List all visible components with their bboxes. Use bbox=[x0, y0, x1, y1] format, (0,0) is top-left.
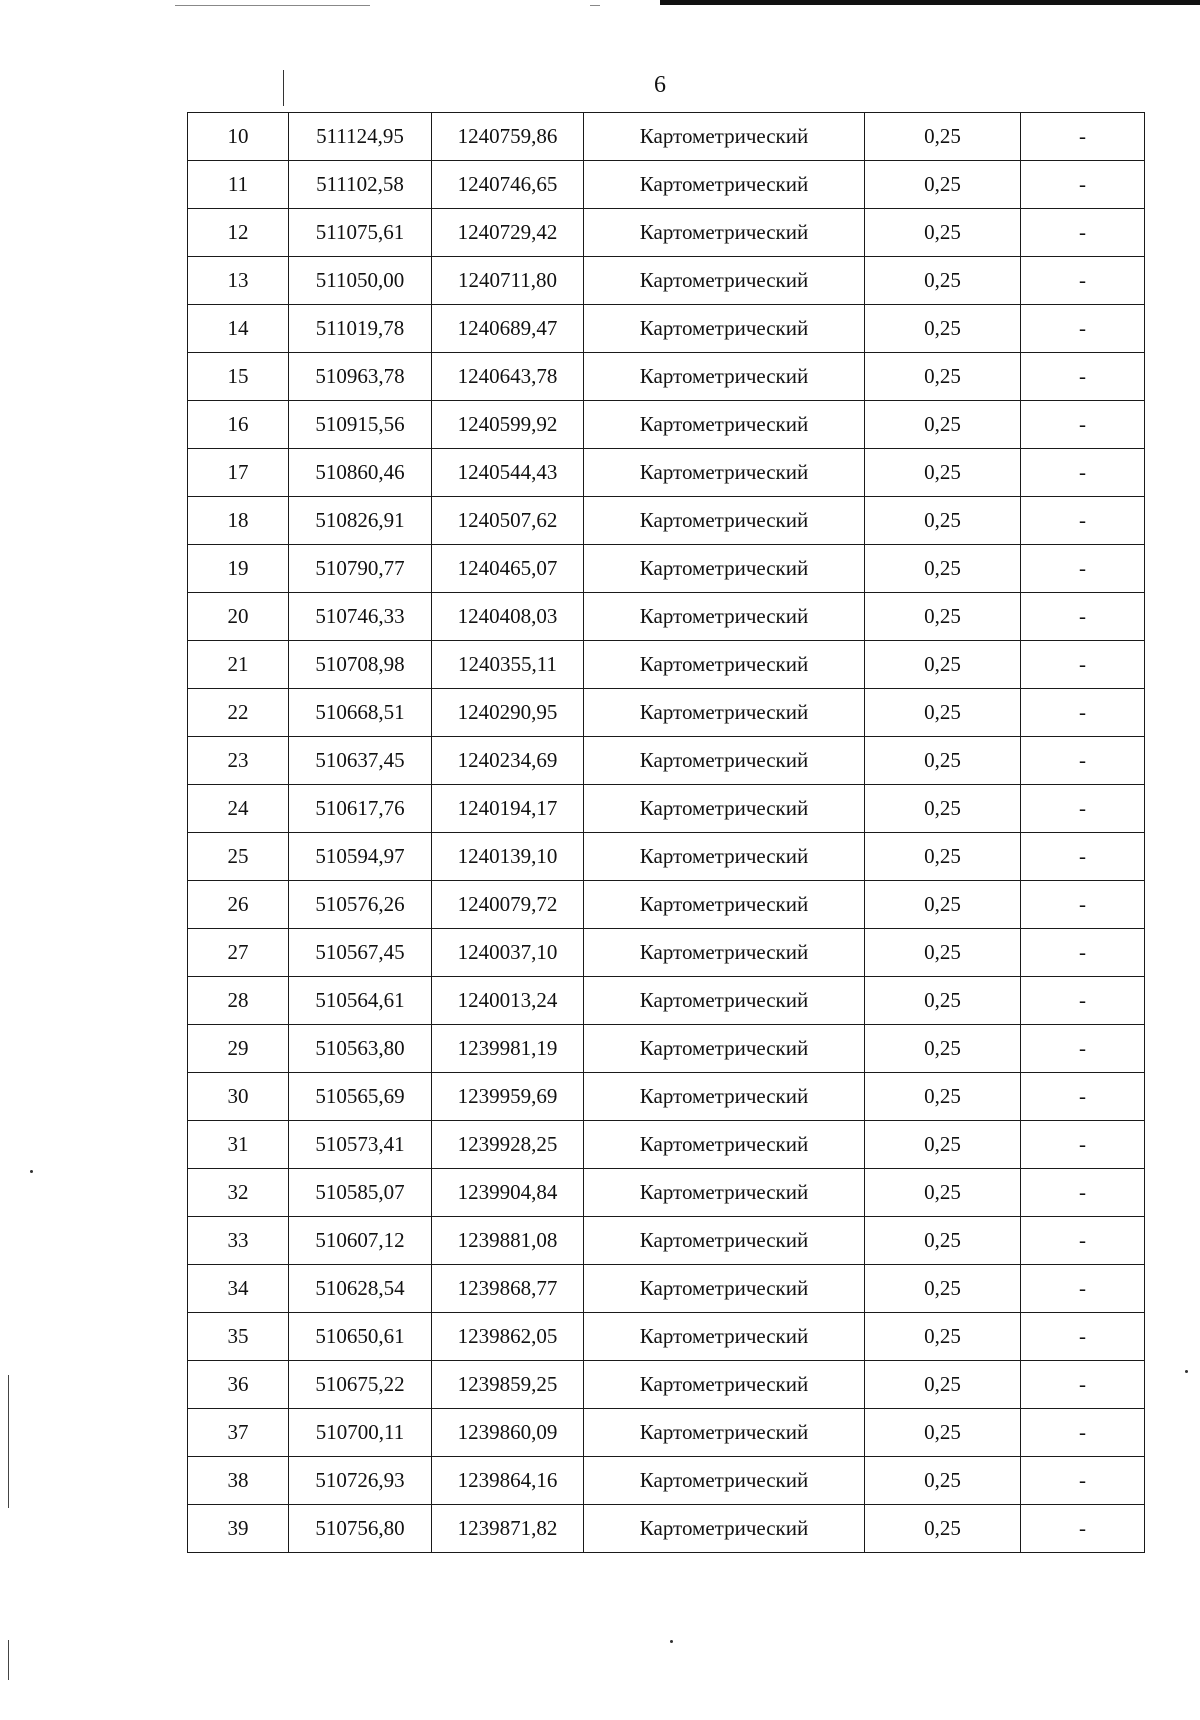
accuracy-cell: 0,25 bbox=[865, 545, 1021, 593]
table-row bbox=[188, 449, 1145, 497]
accuracy-cell: 0,25 bbox=[865, 1457, 1021, 1505]
point-number-cell: 15 bbox=[188, 353, 289, 401]
x-coordinate-cell: 510756,80 bbox=[289, 1505, 432, 1553]
accuracy-cell: 0,25 bbox=[865, 1409, 1021, 1457]
point-number-cell: 35 bbox=[188, 1313, 289, 1361]
accuracy-cell: 0,25 bbox=[865, 785, 1021, 833]
point-number-cell: 22 bbox=[188, 689, 289, 737]
accuracy-cell: 0,25 bbox=[865, 1505, 1021, 1553]
x-coordinate-cell: 510573,41 bbox=[289, 1121, 432, 1169]
table-row bbox=[188, 545, 1145, 593]
note-cell: - bbox=[1021, 497, 1145, 545]
y-coordinate-cell: 1240139,10 bbox=[432, 833, 584, 881]
x-coordinate-cell: 510576,26 bbox=[289, 881, 432, 929]
y-coordinate-cell: 1239881,08 bbox=[432, 1217, 584, 1265]
method-cell: Картометрический bbox=[584, 1409, 865, 1457]
point-number-cell: 37 bbox=[188, 1409, 289, 1457]
y-coordinate-cell: 1240079,72 bbox=[432, 881, 584, 929]
accuracy-cell: 0,25 bbox=[865, 113, 1021, 161]
note-cell: - bbox=[1021, 401, 1145, 449]
accuracy-cell: 0,25 bbox=[865, 593, 1021, 641]
table-row bbox=[188, 1121, 1145, 1169]
point-number-cell: 26 bbox=[188, 881, 289, 929]
method-cell: Картометрический bbox=[584, 401, 865, 449]
x-coordinate-cell: 511075,61 bbox=[289, 209, 432, 257]
point-number-cell: 31 bbox=[188, 1121, 289, 1169]
table-row bbox=[188, 305, 1145, 353]
y-coordinate-cell: 1240355,11 bbox=[432, 641, 584, 689]
point-number-cell: 29 bbox=[188, 1025, 289, 1073]
x-coordinate-cell: 510700,11 bbox=[289, 1409, 432, 1457]
y-coordinate-cell: 1239862,05 bbox=[432, 1313, 584, 1361]
y-coordinate-cell: 1239864,16 bbox=[432, 1457, 584, 1505]
x-coordinate-cell: 510628,54 bbox=[289, 1265, 432, 1313]
method-cell: Картометрический bbox=[584, 1073, 865, 1121]
y-coordinate-cell: 1239868,77 bbox=[432, 1265, 584, 1313]
table-row bbox=[188, 1169, 1145, 1217]
note-cell: - bbox=[1021, 257, 1145, 305]
x-coordinate-cell: 510746,33 bbox=[289, 593, 432, 641]
method-cell: Картометрический bbox=[584, 1457, 865, 1505]
note-cell: - bbox=[1021, 1265, 1145, 1313]
note-cell: - bbox=[1021, 1217, 1145, 1265]
y-coordinate-cell: 1240729,42 bbox=[432, 209, 584, 257]
table-row bbox=[188, 1313, 1145, 1361]
point-number-cell: 14 bbox=[188, 305, 289, 353]
x-coordinate-cell: 510565,69 bbox=[289, 1073, 432, 1121]
accuracy-cell: 0,25 bbox=[865, 881, 1021, 929]
y-coordinate-cell: 1239959,69 bbox=[432, 1073, 584, 1121]
note-cell: - bbox=[1021, 209, 1145, 257]
accuracy-cell: 0,25 bbox=[865, 1217, 1021, 1265]
table-row bbox=[188, 1217, 1145, 1265]
x-coordinate-cell: 510668,51 bbox=[289, 689, 432, 737]
method-cell: Картометрический bbox=[584, 977, 865, 1025]
point-number-cell: 34 bbox=[188, 1265, 289, 1313]
method-cell: Картометрический bbox=[584, 833, 865, 881]
x-coordinate-cell: 510826,91 bbox=[289, 497, 432, 545]
accuracy-cell: 0,25 bbox=[865, 929, 1021, 977]
y-coordinate-cell: 1240234,69 bbox=[432, 737, 584, 785]
point-number-cell: 25 bbox=[188, 833, 289, 881]
accuracy-cell: 0,25 bbox=[865, 161, 1021, 209]
x-coordinate-cell: 510585,07 bbox=[289, 1169, 432, 1217]
accuracy-cell: 0,25 bbox=[865, 353, 1021, 401]
point-number-cell: 23 bbox=[188, 737, 289, 785]
page-number: 6 bbox=[654, 72, 666, 98]
table-row bbox=[188, 1361, 1145, 1409]
x-coordinate-cell: 511050,00 bbox=[289, 257, 432, 305]
method-cell: Картометрический bbox=[584, 161, 865, 209]
note-cell: - bbox=[1021, 113, 1145, 161]
y-coordinate-cell: 1240643,78 bbox=[432, 353, 584, 401]
accuracy-cell: 0,25 bbox=[865, 1313, 1021, 1361]
method-cell: Картометрический bbox=[584, 1361, 865, 1409]
note-cell: - bbox=[1021, 161, 1145, 209]
x-coordinate-cell: 510563,80 bbox=[289, 1025, 432, 1073]
y-coordinate-cell: 1239860,09 bbox=[432, 1409, 584, 1457]
method-cell: Картометрический bbox=[584, 689, 865, 737]
x-coordinate-cell: 511102,58 bbox=[289, 161, 432, 209]
point-number-cell: 10 bbox=[188, 113, 289, 161]
x-coordinate-cell: 510860,46 bbox=[289, 449, 432, 497]
point-number-cell: 38 bbox=[188, 1457, 289, 1505]
method-cell: Картометрический bbox=[584, 737, 865, 785]
y-coordinate-cell: 1240037,10 bbox=[432, 929, 584, 977]
point-number-cell: 39 bbox=[188, 1505, 289, 1553]
coordinates-table-body bbox=[188, 113, 1145, 1553]
note-cell: - bbox=[1021, 1313, 1145, 1361]
method-cell: Картометрический bbox=[584, 497, 865, 545]
accuracy-cell: 0,25 bbox=[865, 1025, 1021, 1073]
y-coordinate-cell: 1240013,24 bbox=[432, 977, 584, 1025]
accuracy-cell: 0,25 bbox=[865, 305, 1021, 353]
x-coordinate-cell: 510650,61 bbox=[289, 1313, 432, 1361]
note-cell: - bbox=[1021, 1409, 1145, 1457]
y-coordinate-cell: 1239928,25 bbox=[432, 1121, 584, 1169]
x-coordinate-cell: 510963,78 bbox=[289, 353, 432, 401]
note-cell: - bbox=[1021, 689, 1145, 737]
accuracy-cell: 0,25 bbox=[865, 449, 1021, 497]
y-coordinate-cell: 1240599,92 bbox=[432, 401, 584, 449]
note-cell: - bbox=[1021, 593, 1145, 641]
x-coordinate-cell: 510675,22 bbox=[289, 1361, 432, 1409]
method-cell: Картометрический bbox=[584, 209, 865, 257]
header-rule-right bbox=[660, 0, 1200, 5]
table-row bbox=[188, 1457, 1145, 1505]
scan-margin-mark bbox=[8, 1640, 9, 1680]
x-coordinate-cell: 510915,56 bbox=[289, 401, 432, 449]
x-coordinate-cell: 510594,97 bbox=[289, 833, 432, 881]
note-cell: - bbox=[1021, 785, 1145, 833]
note-cell: - bbox=[1021, 1361, 1145, 1409]
accuracy-cell: 0,25 bbox=[865, 1361, 1021, 1409]
accuracy-cell: 0,25 bbox=[865, 977, 1021, 1025]
x-coordinate-cell: 510617,76 bbox=[289, 785, 432, 833]
note-cell: - bbox=[1021, 1505, 1145, 1553]
note-cell: - bbox=[1021, 1457, 1145, 1505]
table-row bbox=[188, 785, 1145, 833]
header-rule-mid bbox=[590, 5, 600, 6]
x-coordinate-cell: 510607,12 bbox=[289, 1217, 432, 1265]
note-cell: - bbox=[1021, 929, 1145, 977]
method-cell: Картометрический bbox=[584, 881, 865, 929]
y-coordinate-cell: 1240544,43 bbox=[432, 449, 584, 497]
x-coordinate-cell: 510567,45 bbox=[289, 929, 432, 977]
table-row bbox=[188, 353, 1145, 401]
scan-margin-mark bbox=[8, 1420, 9, 1508]
point-number-cell: 24 bbox=[188, 785, 289, 833]
x-coordinate-cell: 510708,98 bbox=[289, 641, 432, 689]
note-cell: - bbox=[1021, 545, 1145, 593]
point-number-cell: 36 bbox=[188, 1361, 289, 1409]
note-cell: - bbox=[1021, 977, 1145, 1025]
method-cell: Картометрический bbox=[584, 929, 865, 977]
table-row bbox=[188, 1505, 1145, 1553]
table-row bbox=[188, 1265, 1145, 1313]
note-cell: - bbox=[1021, 1025, 1145, 1073]
accuracy-cell: 0,25 bbox=[865, 1265, 1021, 1313]
table-row bbox=[188, 1409, 1145, 1457]
method-cell: Картометрический bbox=[584, 1265, 865, 1313]
table-row bbox=[188, 737, 1145, 785]
y-coordinate-cell: 1240465,07 bbox=[432, 545, 584, 593]
table-row bbox=[188, 833, 1145, 881]
x-coordinate-cell: 510726,93 bbox=[289, 1457, 432, 1505]
table-row bbox=[188, 641, 1145, 689]
table-row bbox=[188, 497, 1145, 545]
table-row bbox=[188, 929, 1145, 977]
method-cell: Картометрический bbox=[584, 641, 865, 689]
method-cell: Картометрический bbox=[584, 1121, 865, 1169]
x-coordinate-cell: 511124,95 bbox=[289, 113, 432, 161]
accuracy-cell: 0,25 bbox=[865, 401, 1021, 449]
scan-speck bbox=[670, 1640, 673, 1643]
point-number-cell: 21 bbox=[188, 641, 289, 689]
table-row bbox=[188, 113, 1145, 161]
method-cell: Картометрический bbox=[584, 545, 865, 593]
y-coordinate-cell: 1239859,25 bbox=[432, 1361, 584, 1409]
method-cell: Картометрический bbox=[584, 449, 865, 497]
table-row bbox=[188, 881, 1145, 929]
y-coordinate-cell: 1240290,95 bbox=[432, 689, 584, 737]
table-row bbox=[188, 401, 1145, 449]
y-coordinate-cell: 1240746,65 bbox=[432, 161, 584, 209]
y-coordinate-cell: 1239904,84 bbox=[432, 1169, 584, 1217]
y-coordinate-cell: 1239981,19 bbox=[432, 1025, 584, 1073]
accuracy-cell: 0,25 bbox=[865, 1121, 1021, 1169]
method-cell: Картометрический bbox=[584, 353, 865, 401]
y-coordinate-cell: 1240711,80 bbox=[432, 257, 584, 305]
method-cell: Картометрический bbox=[584, 593, 865, 641]
accuracy-cell: 0,25 bbox=[865, 833, 1021, 881]
note-cell: - bbox=[1021, 833, 1145, 881]
point-number-cell: 18 bbox=[188, 497, 289, 545]
table-row bbox=[188, 977, 1145, 1025]
x-coordinate-cell: 511019,78 bbox=[289, 305, 432, 353]
accuracy-cell: 0,25 bbox=[865, 1169, 1021, 1217]
method-cell: Картометрический bbox=[584, 1169, 865, 1217]
method-cell: Картометрический bbox=[584, 1313, 865, 1361]
y-coordinate-cell: 1240507,62 bbox=[432, 497, 584, 545]
point-number-cell: 32 bbox=[188, 1169, 289, 1217]
table-row bbox=[188, 593, 1145, 641]
note-cell: - bbox=[1021, 305, 1145, 353]
y-coordinate-cell: 1239871,82 bbox=[432, 1505, 584, 1553]
coordinates-table bbox=[187, 112, 1145, 1553]
point-number-cell: 17 bbox=[188, 449, 289, 497]
scan-speck bbox=[30, 1170, 33, 1173]
table-row bbox=[188, 1073, 1145, 1121]
point-number-cell: 27 bbox=[188, 929, 289, 977]
method-cell: Картометрический bbox=[584, 1025, 865, 1073]
table-row bbox=[188, 209, 1145, 257]
accuracy-cell: 0,25 bbox=[865, 737, 1021, 785]
method-cell: Картометрический bbox=[584, 257, 865, 305]
note-cell: - bbox=[1021, 737, 1145, 785]
note-cell: - bbox=[1021, 449, 1145, 497]
point-number-cell: 20 bbox=[188, 593, 289, 641]
table-row bbox=[188, 257, 1145, 305]
point-number-cell: 33 bbox=[188, 1217, 289, 1265]
method-cell: Картометрический bbox=[584, 785, 865, 833]
point-number-cell: 11 bbox=[188, 161, 289, 209]
method-cell: Картометрический bbox=[584, 1217, 865, 1265]
accuracy-cell: 0,25 bbox=[865, 641, 1021, 689]
note-cell: - bbox=[1021, 1121, 1145, 1169]
y-coordinate-cell: 1240194,17 bbox=[432, 785, 584, 833]
accuracy-cell: 0,25 bbox=[865, 497, 1021, 545]
point-number-cell: 28 bbox=[188, 977, 289, 1025]
x-coordinate-cell: 510790,77 bbox=[289, 545, 432, 593]
table-row bbox=[188, 161, 1145, 209]
point-number-cell: 19 bbox=[188, 545, 289, 593]
accuracy-cell: 0,25 bbox=[865, 689, 1021, 737]
accuracy-cell: 0,25 bbox=[865, 1073, 1021, 1121]
y-coordinate-cell: 1240759,86 bbox=[432, 113, 584, 161]
scan-speck bbox=[1185, 1370, 1188, 1373]
point-number-cell: 16 bbox=[188, 401, 289, 449]
note-cell: - bbox=[1021, 641, 1145, 689]
note-cell: - bbox=[1021, 353, 1145, 401]
y-coordinate-cell: 1240408,03 bbox=[432, 593, 584, 641]
table-row bbox=[188, 1025, 1145, 1073]
note-cell: - bbox=[1021, 1073, 1145, 1121]
accuracy-cell: 0,25 bbox=[865, 257, 1021, 305]
method-cell: Картометрический bbox=[584, 113, 865, 161]
header-rule-left bbox=[175, 5, 370, 6]
point-number-cell: 13 bbox=[188, 257, 289, 305]
table-row bbox=[188, 689, 1145, 737]
point-number-cell: 12 bbox=[188, 209, 289, 257]
method-cell: Картометрический bbox=[584, 1505, 865, 1553]
note-cell: - bbox=[1021, 881, 1145, 929]
y-coordinate-cell: 1240689,47 bbox=[432, 305, 584, 353]
note-cell: - bbox=[1021, 1169, 1145, 1217]
point-number-cell: 30 bbox=[188, 1073, 289, 1121]
method-cell: Картометрический bbox=[584, 305, 865, 353]
x-coordinate-cell: 510564,61 bbox=[289, 977, 432, 1025]
x-coordinate-cell: 510637,45 bbox=[289, 737, 432, 785]
accuracy-cell: 0,25 bbox=[865, 209, 1021, 257]
